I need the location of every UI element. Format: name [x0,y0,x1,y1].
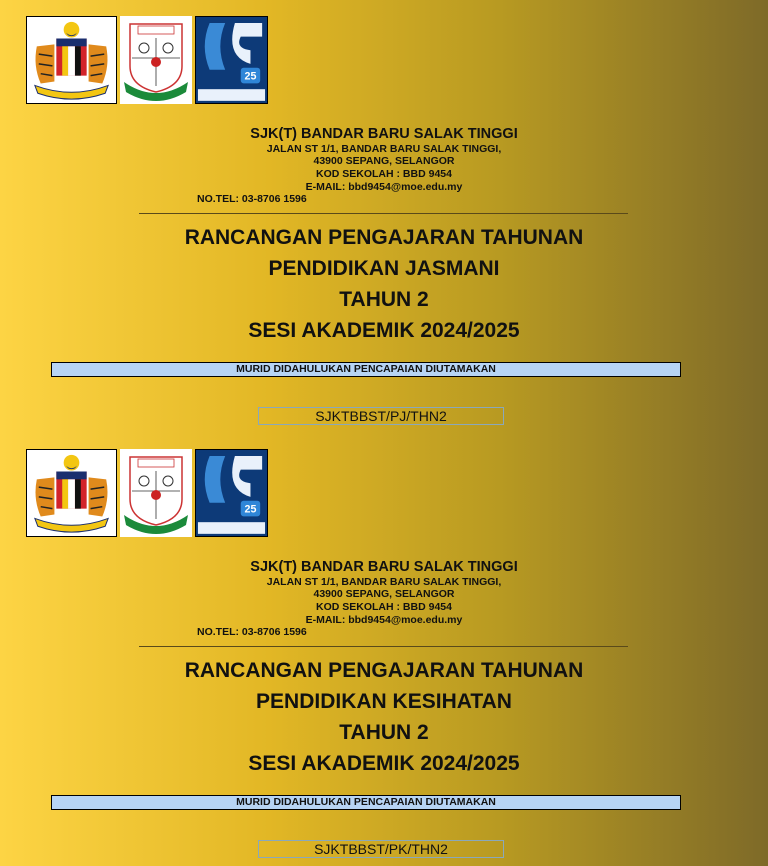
school-crest-icon [120,449,192,537]
title-line-1: RANCANGAN PENGAJARAN TAHUNAN [184,226,584,249]
school-name: SJK(T) BANDAR BARU SALAK TINGGI [250,559,518,575]
school-name: SJK(T) BANDAR BARU SALAK TINGGI [250,126,518,142]
title-line-2: PENDIDIKAN JASMANI [268,257,500,280]
school-email: E-MAIL: bbd9454@moe.edu.my [305,614,463,626]
pts-2025-logo [195,449,268,537]
title-line-1: RANCANGAN PENGAJARAN TAHUNAN [184,659,584,682]
coat-of-arms-icon [27,17,116,103]
svg-text:25: 25 [244,70,257,83]
pts-icon [196,450,267,536]
title-line-3: TAHUN 2 [339,288,429,311]
document-code: SJKTBBST/PJ/THN2 [258,407,504,425]
coat-of-arms-icon [27,450,116,536]
school-phone: NO.TEL: 03-8706 1596 [197,626,307,638]
motto-banner: MURID DIDAHULUKAN PENCAPAIAN DIUTAMAKAN [51,795,681,810]
school-code: KOD SEKOLAH : BBD 9454 [316,168,452,180]
school-crest-logo [120,16,192,104]
school-phone: NO.TEL: 03-8706 1596 [197,193,307,205]
address-line-2: 43900 SEPANG, SELANGOR [313,588,455,600]
school-crest-icon [120,16,192,104]
pts-2025-logo [195,16,268,104]
header-divider [139,213,628,214]
school-crest-logo [120,449,192,537]
address-line-2: 43900 SEPANG, SELANGOR [313,155,455,167]
title-line-2: PENDIDIKAN KESIHATAN [256,690,512,713]
jata-negara-logo [26,449,117,537]
jata-negara-logo [26,16,117,104]
address-line-1: JALAN ST 1/1, BANDAR BARU SALAK TINGGI, [266,576,502,588]
school-email: E-MAIL: bbd9454@moe.edu.my [305,181,463,193]
address-line-1: JALAN ST 1/1, BANDAR BARU SALAK TINGGI, [266,143,502,155]
pts-icon [196,17,267,103]
svg-text:25: 25 [244,503,257,516]
header-divider [139,646,628,647]
title-line-4: SESI AKADEMIK 2024/2025 [248,752,520,775]
title-line-4: SESI AKADEMIK 2024/2025 [248,319,520,342]
title-line-3: TAHUN 2 [339,721,429,744]
motto-banner: MURID DIDAHULUKAN PENCAPAIAN DIUTAMAKAN [51,362,681,377]
cover-section-pk [0,433,768,866]
document-code: SJKTBBST/PK/THN2 [258,840,504,858]
school-code: KOD SEKOLAH : BBD 9454 [316,601,452,613]
